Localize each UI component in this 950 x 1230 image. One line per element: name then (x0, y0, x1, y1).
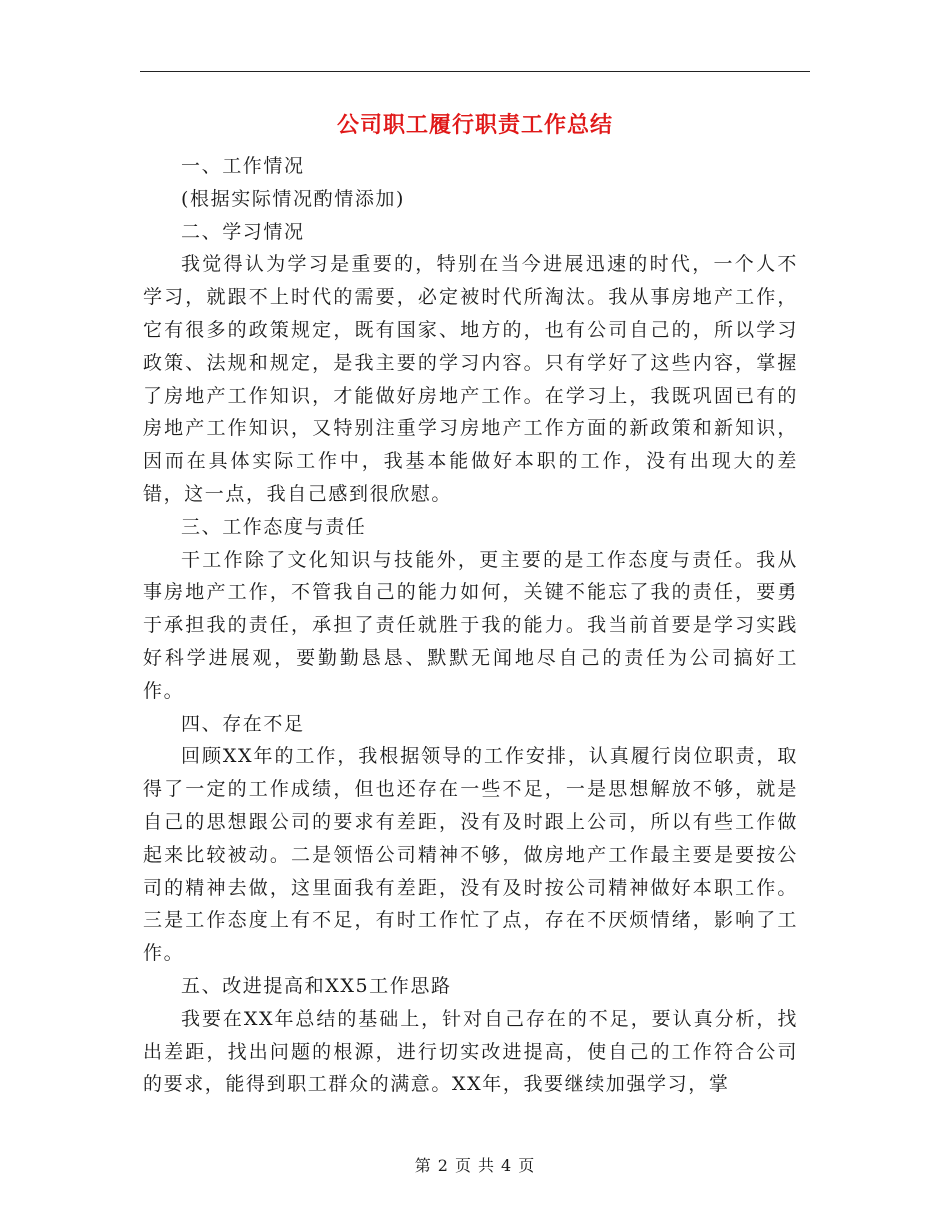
header-rule (140, 71, 810, 72)
document-body (143, 150, 798, 1101)
section-heading-study: 二、学习情况 (181, 220, 305, 243)
page-number-total: 4 (501, 1156, 513, 1175)
paragraph-improvement: 我要在XX年总结的基础上，针对自己存在的不足，要认真分析，找出差距，找出问题的根源，进行切实改进提高，使自己的工作符合公司的要求，能得到职工群众的满意。XX年，我要继续加强学习，掌 (143, 1007, 798, 1096)
footer-label-ye-2: 页 (518, 1156, 536, 1175)
footer-label-di: 第 (414, 1156, 432, 1175)
document-title: 公司职工履行职责工作总结 (336, 112, 613, 138)
paragraph-study: 我觉得认为学习是重要的，特别在当今进展迅速的时代，一个人不学习，就跟不上时代的需要，必定被时代所淘汰。我从事房地产工作，它有很多的政策规定，既有国家、地方的，也有公司自己的，所以学习政策、法规和规定，是我主要的学习内容。只有学好了这些内容，掌握了房地产工作知识，才能做好房地产工作。在学习上，我既巩固已有的房地产工作知识，又特别注重学习房地产工作方面的新政策和新知识，因而在具体实际工作中，我基本能做好本职的工作，没有出现大的差错，这一点，我自己感到很欣慰。 (143, 253, 798, 505)
footer-label-gong: 共 (478, 1156, 496, 1175)
page-footer (0, 1153, 950, 1176)
page-number-current: 2 (437, 1156, 449, 1175)
section-heading-attitude: 三、工作态度与责任 (181, 515, 367, 538)
footer-label-ye: 页 (454, 1156, 472, 1175)
section-heading-improvement: 五、改进提高和XX5工作思路 (181, 974, 452, 997)
section-heading-work-situation: 一、工作情况 (181, 155, 305, 177)
section-heading-shortcomings: 四、存在不足 (181, 712, 305, 735)
paragraph-shortcomings: 回顾XX年的工作，我根据领导的工作安排，认真履行岗位职责，取得了一定的工作成绩，但也还存在一些不足，一是思想解放不够，就是自己的思想跟公司的要求有差距，没有及时跟上公司，所以有些工作做起来比较被动。二是领悟公司精神不够，做房地产工作最主要是要按公司的精神去做，这里面我有差距，没有及时按公司精神做好本职工作。三是工作态度上有不足，有时工作忙了点，存在不厌烦情绪，影响了工作。 (143, 745, 798, 965)
paragraph-attitude: 干工作除了文化知识与技能外，更主要的是工作态度与责任。我从事房地产工作，不管我自己的能力如何，关键不能忘了我的责任，要勇于承担我的责任，承担了责任就胜于我的能力。我当前首要是学习实践好科学进展观，要勤勤恳恳、默默无闻地尽自己的责任为公司搞好工作。 (143, 548, 798, 702)
placeholder-note: (根据实际情况酌情添加) (181, 187, 406, 210)
